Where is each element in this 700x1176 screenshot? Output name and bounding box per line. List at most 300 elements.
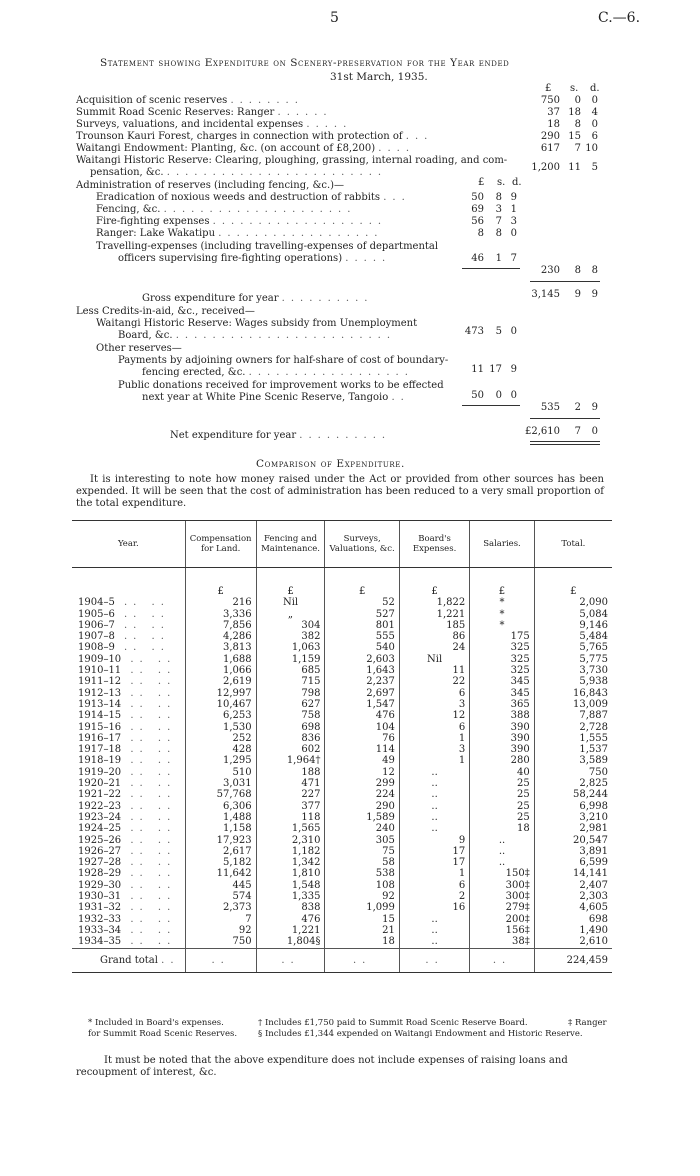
table-cell: 25	[470, 801, 534, 812]
table-cell: 17,923	[185, 835, 256, 846]
travel-line-2-text: officers supervising fire-fighting operations)	[118, 253, 343, 264]
table-cell: 750	[185, 936, 256, 948]
footnote-star-block	[88, 1018, 237, 1040]
table-cell: 299	[325, 778, 399, 789]
table-cell: 2,728	[534, 722, 612, 733]
table-cell: 12	[399, 710, 469, 721]
table-cell: ..	[470, 857, 534, 868]
admin-item-shillings: 7	[495, 216, 502, 227]
admin-item: Fencing, &c. .....................	[96, 204, 357, 215]
table-cell: ..	[399, 936, 469, 948]
admin-item-shillings: 3	[495, 204, 502, 215]
table-cell: 300‡	[470, 891, 534, 902]
table-cell: 1,643	[325, 665, 399, 676]
table-cell: 17	[399, 857, 469, 868]
table-cell: 25	[470, 812, 534, 823]
table-cell: 3,730	[534, 665, 612, 676]
travel-line-2: officers supervising fire-fighting operations) .....	[118, 253, 392, 264]
item-label: Summit Road Scenic Reserves: Ranger	[76, 107, 275, 118]
table-cell: £	[534, 568, 612, 598]
payments-line-1: Payments by adjoining owners for half-share of cost of boundary-	[118, 355, 449, 366]
leader-dots: .. ..	[121, 676, 177, 688]
historic-pence: 5	[591, 162, 598, 173]
table-cell: ..	[399, 778, 469, 789]
table-cell: 1,810	[256, 868, 325, 879]
table-row	[72, 744, 612, 755]
table-cell: ..	[470, 846, 534, 857]
table-cell: 2,237	[325, 676, 399, 687]
historic-line-2-text: pensation, &c.	[90, 167, 164, 178]
table-cell: 25	[470, 789, 534, 800]
leader-dots: .. ..	[121, 766, 177, 778]
year-cell	[72, 891, 185, 902]
table-cell: 325	[470, 642, 534, 653]
year-label: 1932–33	[78, 913, 122, 925]
table-cell: 12	[325, 767, 399, 778]
year-label: 1923–24	[78, 811, 122, 823]
table-cell: „	[256, 609, 325, 620]
grand-total-value: 224,459	[534, 948, 612, 972]
col-surveys: Surveys, Valuations, &c.	[325, 521, 399, 568]
table-cell: 18	[325, 936, 399, 948]
table-cell: 7,856	[185, 620, 256, 631]
other-reserves-label: Other reserves—	[96, 343, 182, 354]
year-cell	[72, 609, 185, 620]
net-label-text: Net expenditure for year	[170, 430, 297, 441]
year-label: 1931–32	[78, 902, 122, 914]
table-cell: 538	[325, 868, 399, 879]
year-cell	[72, 665, 185, 676]
waitangi-credit-line-1: Waitangi Historic Reserve: Wages subsidy from Unemployment	[96, 318, 418, 329]
gross-label-text: Gross expenditure for year	[142, 293, 279, 304]
table-cell: ..	[470, 835, 534, 846]
table-cell: ..	[256, 948, 325, 972]
item-pence: 10	[585, 143, 598, 154]
table-row	[72, 891, 612, 902]
table-cell: 510	[185, 767, 256, 778]
table-cell: 24	[399, 642, 469, 653]
table-row	[72, 823, 612, 834]
year-label: 1913–14	[78, 698, 122, 710]
leader-dots: .. ..	[121, 857, 177, 869]
admin-item-label: Ranger: Lake Wakatipu	[96, 228, 216, 239]
table-row	[72, 654, 612, 665]
footnote-star: * Included in Board's expenses.	[88, 1018, 224, 1028]
year-cell	[72, 597, 185, 608]
year-label: 1934–35	[78, 936, 122, 948]
table-cell: 1,295	[185, 755, 256, 766]
footnote-double-dagger-a: ‡ Ranger	[568, 1018, 607, 1028]
table-cell: 715	[256, 676, 325, 687]
item-label: Surveys, valuations, and incidental expenses	[76, 119, 304, 130]
donations-line-2-text: next year at White Pine Scenic Reserve, Tangoio	[142, 392, 389, 403]
item-label: Trounson Kauri Forest, charges in connection with protection of	[76, 131, 403, 142]
footnote-double-dagger-b: for Summit Road Scenic Reserves.	[88, 1029, 238, 1039]
table-cell: 175	[470, 631, 534, 642]
table-cell: 52	[325, 597, 399, 608]
year-label: 1926–27	[78, 845, 122, 857]
table-row	[72, 597, 612, 608]
leader-dots: .. ..	[121, 732, 177, 744]
leader-dots: .. ..	[121, 845, 177, 857]
table-cell: 1,099	[325, 902, 399, 913]
year-label: 1914–15	[78, 710, 122, 722]
table-cell: 627	[256, 699, 325, 710]
comparison-paragraph: It is interesting to note how money raised under the Act or provided from other sources has been expended. It will be seen that the cost of administration has been reduced to a very small proportion of the total expenditure.	[76, 474, 604, 509]
table-cell: 216	[185, 597, 256, 608]
table-cell: 1,335	[256, 891, 325, 902]
table-cell: 476	[256, 914, 325, 925]
table-cell: ..	[185, 948, 256, 972]
table-cell: 4,605	[534, 902, 612, 913]
statement-item: Surveys, valuations, and incidental expenses .....	[76, 119, 353, 130]
table-cell: 698	[256, 722, 325, 733]
table-cell: 540	[325, 642, 399, 653]
table-cell: ..	[399, 812, 469, 823]
year-cell	[72, 755, 185, 766]
table-cell: 758	[256, 710, 325, 721]
table-cell: 1,182	[256, 846, 325, 857]
table-row	[72, 801, 612, 812]
item-pounds: 37	[547, 107, 560, 118]
year-label: 1910–11	[78, 665, 122, 677]
table-cell: 698	[534, 914, 612, 925]
waitangi-credit-shillings: 5	[495, 326, 502, 337]
table-cell: 1,159	[256, 654, 325, 665]
year-label: 1907–8	[78, 631, 115, 643]
leader-dots: .. ..	[121, 811, 177, 823]
year-cell	[72, 801, 185, 812]
year-cell	[72, 936, 185, 948]
table-cell: 1,804§	[256, 936, 325, 948]
admin-total-pence: 8	[591, 265, 598, 276]
table-cell: 3,336	[185, 609, 256, 620]
table-cell: 75	[325, 846, 399, 857]
table-cell: 21	[325, 925, 399, 936]
table-cell: 1	[399, 755, 469, 766]
year-label: 1908–9	[78, 642, 115, 654]
table-row	[72, 868, 612, 879]
year-label: 1925–26	[78, 834, 122, 846]
net-double-rule-2	[530, 444, 600, 445]
table-cell: 1,221	[256, 925, 325, 936]
waitangi-credit-line-2: Board, &c. ........................	[118, 330, 397, 341]
table-row	[72, 767, 612, 778]
leader-dots: .. ..	[114, 608, 170, 620]
table-cell: 2,617	[185, 846, 256, 857]
table-cell: 156‡	[470, 925, 534, 936]
year-cell	[72, 767, 185, 778]
net-pounds: £2,610	[525, 426, 560, 437]
table-row	[72, 925, 612, 936]
table-cell: 15	[325, 914, 399, 925]
payments-pounds: 11	[471, 364, 484, 375]
year-label: 1918–19	[78, 755, 122, 767]
year-label: 1904–5	[78, 597, 115, 609]
item-pounds: 18	[547, 119, 560, 130]
waitangi-credit-pounds: 473	[464, 326, 484, 337]
year-cell	[72, 925, 185, 936]
table-row	[72, 722, 612, 733]
payments-pence: 9	[510, 364, 517, 375]
table-cell: 240	[325, 823, 399, 834]
table-cell: 2,090	[534, 597, 612, 608]
item-shillings: 8	[574, 119, 581, 130]
year-cell	[72, 778, 185, 789]
table-row	[72, 676, 612, 687]
col-year: Year.	[72, 521, 185, 568]
grand-total-row	[72, 948, 612, 972]
comparison-title: Comparison of Expenditure.	[256, 458, 405, 470]
table-cell: *	[470, 620, 534, 631]
leader-dots: .. ..	[121, 778, 177, 790]
table-cell: 836	[256, 733, 325, 744]
table-cell: 305	[325, 835, 399, 846]
leader-dots: .. ..	[121, 710, 177, 722]
table-row	[72, 857, 612, 868]
gross-label: Gross expenditure for year ..........	[142, 293, 374, 304]
admin-item-pounds: 69	[471, 204, 484, 215]
table-cell: 555	[325, 631, 399, 642]
admin-item-pence: 1	[510, 204, 517, 215]
table-cell: 377	[256, 801, 325, 812]
year-cell	[72, 642, 185, 653]
table-cell: 92	[325, 891, 399, 902]
table-cell: 1,158	[185, 823, 256, 834]
table-cell: 12,997	[185, 688, 256, 699]
item-pounds: 290	[540, 131, 560, 142]
leader-dots: .. ..	[114, 619, 170, 631]
table-cell: 527	[325, 609, 399, 620]
statement-item: Waitangi Endowment: Planting, &c. (on account of £8,200) ....	[76, 143, 416, 154]
table-cell: 3,210	[534, 812, 612, 823]
table-cell: 1,063	[256, 642, 325, 653]
admin-currency-pence: d.	[512, 177, 522, 188]
closing-note: It must be noted that the above expenditure does not include expenses of raising loans and recoupment of interest, &c.	[76, 1055, 568, 1078]
net-label: Net expenditure for year ..........	[170, 430, 392, 441]
travel-pence: 7	[510, 253, 517, 264]
admin-item: Ranger: Lake Wakatipu ..................	[96, 228, 384, 239]
item-pence: 0	[591, 119, 598, 130]
table-cell: ..	[470, 948, 534, 972]
table-row	[72, 665, 612, 676]
table-cell: 476	[325, 710, 399, 721]
leader-dots: .. ..	[121, 924, 177, 936]
year-label: 1906–7	[78, 619, 115, 631]
leader-dots: .. ..	[121, 891, 177, 903]
footnote-dagger: † Includes £1,750 paid to Summit Road Scenic Reserve Board.	[258, 1018, 528, 1028]
admin-currency-pounds: £	[478, 177, 485, 188]
table-body	[72, 568, 612, 949]
table-cell: 6,306	[185, 801, 256, 812]
donations-shillings: 0	[495, 390, 502, 401]
table-cell: 7,887	[534, 710, 612, 721]
table-row	[72, 699, 612, 710]
table-cell: 1,530	[185, 722, 256, 733]
currency-pence: d.	[590, 83, 600, 94]
year-label: 1911–12	[78, 676, 122, 688]
year-cell	[72, 880, 185, 891]
table-cell: 2,603	[325, 654, 399, 665]
table-cell: 2,697	[325, 688, 399, 699]
table-row	[72, 631, 612, 642]
credits-total-shillings: 2	[574, 402, 581, 413]
table-cell: 104	[325, 722, 399, 733]
footnote-dagger-block	[258, 1018, 583, 1040]
net-rule	[530, 418, 600, 419]
table-row	[72, 642, 612, 653]
table-header-row	[72, 521, 612, 568]
year-cell	[72, 744, 185, 755]
table-row	[72, 846, 612, 857]
grand-total-label-text: Grand total	[100, 954, 158, 966]
table-cell: 2,303	[534, 891, 612, 902]
year-label: 1909–10	[78, 653, 122, 665]
year-label: 1928–29	[78, 868, 122, 880]
net-shillings: 7	[574, 426, 581, 437]
table-cell: 16	[399, 902, 469, 913]
table-cell: 325	[470, 665, 534, 676]
table-cell: 290	[325, 801, 399, 812]
year-cell	[72, 710, 185, 721]
table-cell: 224	[325, 789, 399, 800]
year-cell	[72, 868, 185, 879]
table-cell: 6,253	[185, 710, 256, 721]
item-shillings: 7	[574, 143, 581, 154]
table-cell: 1,548	[256, 880, 325, 891]
table-cell: 1,342	[256, 857, 325, 868]
table-cell: 6,599	[534, 857, 612, 868]
table-cell: 5,765	[534, 642, 612, 653]
table-cell: 11	[399, 665, 469, 676]
footnote-section: § Includes £1,344 expended on Waitangi Endowment and Historic Reserve.	[258, 1029, 583, 1039]
table-row	[72, 880, 612, 891]
year-label: 1912–13	[78, 687, 122, 699]
year-label: 1929–30	[78, 879, 122, 891]
year-label: 1921–22	[78, 789, 122, 801]
table-cell: Nil	[256, 597, 325, 608]
leader-dots: .. ..	[121, 744, 177, 756]
table-cell: 57,768	[185, 789, 256, 800]
table-cell: 1,221	[399, 609, 469, 620]
statement-item: Trounson Kauri Forest, charges in connection with protection of ...	[76, 131, 434, 142]
table-cell: £	[470, 568, 534, 598]
table-cell: 6	[399, 688, 469, 699]
table-cell: 3	[399, 744, 469, 755]
item-label: Waitangi Endowment: Planting, &c. (on account of £8,200)	[76, 143, 376, 154]
admin-item: Eradication of noxious weeds and destruction of rabbits ...	[96, 192, 411, 203]
admin-subtotal-rule	[462, 268, 520, 269]
year-cell	[72, 688, 185, 699]
table-cell: 108	[325, 880, 399, 891]
table-cell: *	[470, 609, 534, 620]
statement-date: 31st March, 1935.	[330, 71, 428, 83]
table-cell: 17	[399, 846, 469, 857]
table-cell: £	[325, 568, 399, 598]
table-cell: 22	[399, 676, 469, 687]
table-cell: 5,938	[534, 676, 612, 687]
donations-pounds: 50	[471, 390, 484, 401]
year-label: 1916–17	[78, 732, 122, 744]
year-cell	[72, 676, 185, 687]
leader-dots: .. ..	[121, 800, 177, 812]
year-label: 1927–28	[78, 857, 122, 869]
table-row	[72, 609, 612, 620]
item-shillings: 18	[568, 107, 581, 118]
table-cell: 58	[325, 857, 399, 868]
table-cell: ..	[399, 767, 469, 778]
table-cell: 2,619	[185, 676, 256, 687]
item-pence: 6	[591, 131, 598, 142]
net-pence: 0	[591, 426, 598, 437]
col-salaries: Salaries.	[470, 521, 534, 568]
table-cell: 25	[470, 778, 534, 789]
table-cell: 2,825	[534, 778, 612, 789]
table-cell: 58,244	[534, 789, 612, 800]
leader-dots: .. ..	[121, 823, 177, 835]
table-cell: 118	[256, 812, 325, 823]
table-cell: 750	[534, 767, 612, 778]
table-cell: 390	[470, 733, 534, 744]
table-cell: 602	[256, 744, 325, 755]
admin-currency-shillings: s.	[497, 177, 506, 188]
table-cell: 3,891	[534, 846, 612, 857]
admin-item-pence: 0	[510, 228, 517, 239]
table-cell: 388	[470, 710, 534, 721]
currency-pounds: £	[545, 83, 552, 94]
admin-item-pounds: 56	[471, 216, 484, 227]
leader-dots: .. ..	[121, 868, 177, 880]
item-pence: 4	[591, 107, 598, 118]
table-cell: 838	[256, 902, 325, 913]
table-cell: 1,565	[256, 823, 325, 834]
year-cell	[72, 835, 185, 846]
table-cell: 227	[256, 789, 325, 800]
leader-dots: .. ..	[121, 653, 177, 665]
item-pounds: 750	[540, 95, 560, 106]
table-cell: 5,484	[534, 631, 612, 642]
year-cell	[72, 789, 185, 800]
admin-item-pence: 9	[510, 192, 517, 203]
table-row	[72, 835, 612, 846]
table-cell: 685	[256, 665, 325, 676]
col-fencing: Fencing and Maintenance.	[256, 521, 325, 568]
travel-shillings: 1	[495, 253, 502, 264]
admin-item-pounds: 8	[477, 228, 484, 239]
table-cell: 365	[470, 699, 534, 710]
admin-item-label: Eradication of noxious weeds and destruction of rabbits	[96, 192, 381, 203]
year-cell	[72, 914, 185, 925]
table-cell: 279‡	[470, 902, 534, 913]
table-row	[72, 755, 612, 766]
table-cell: 40	[470, 767, 534, 778]
table-cell: 20,547	[534, 835, 612, 846]
year-label: 1917–18	[78, 744, 122, 756]
year-cell	[72, 733, 185, 744]
table-cell: 1,822	[399, 597, 469, 608]
table-cell: ..	[399, 948, 469, 972]
leader-dots: .. ..	[121, 665, 177, 677]
year-label: 1920–21	[78, 778, 122, 790]
leader-dots: .. ..	[121, 721, 177, 733]
table-cell: 5,775	[534, 654, 612, 665]
table-cell: 5,182	[185, 857, 256, 868]
historic-pounds: 1,200	[531, 162, 560, 173]
admin-item-pence: 3	[510, 216, 517, 227]
table-cell: 252	[185, 733, 256, 744]
leader-dots: .. ..	[114, 642, 170, 654]
page-number: 5	[330, 10, 339, 26]
